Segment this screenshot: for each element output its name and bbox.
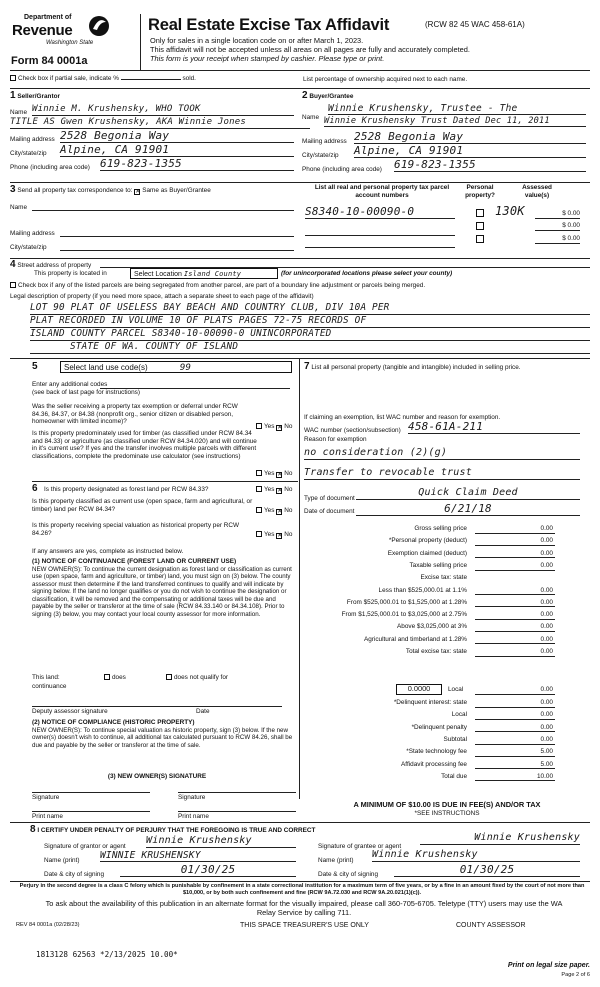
corr-mail-field[interactable]: [60, 229, 294, 237]
tax-fee-value[interactable]: 0.00: [475, 699, 555, 708]
wac-label: WAC number (section/subsection): [304, 427, 401, 434]
grantor-date[interactable]: 01/30/25: [120, 863, 296, 877]
partial-sale-checkbox[interactable]: [10, 75, 16, 81]
seller-phone-field[interactable]: 619-823-1355: [100, 157, 294, 171]
exemption-yes-checkbox[interactable]: [256, 423, 262, 429]
tax-value[interactable]: 0.00: [475, 648, 555, 657]
tax-row: [300, 623, 555, 633]
current-use-yes-checkbox[interactable]: [256, 507, 262, 513]
same-as-buyer-label: Same as Buyer/Grantee: [142, 187, 211, 194]
historic-no-checkbox[interactable]: [276, 533, 282, 539]
section-4-number: 4: [10, 259, 16, 270]
timber-question: Is this property predominately used for timber (as classified under RCW 84.34 and 84.33) or agriculture (as classified under RCW 84.34.020) and will continue in it's current use? If yes and the transfer involves multiple parcels with different classifications, complete the predominate use calculator (see instructions): [32, 430, 257, 461]
exempt-claim-label: If claiming an exemption, list WAC number and reason for exemption.: [304, 414, 501, 421]
tax-fee-label: *State technology fee: [406, 748, 467, 756]
corr-city-field[interactable]: [60, 243, 294, 251]
exemption-no-label: No: [284, 423, 293, 430]
land-use-select[interactable]: [60, 361, 292, 373]
corr-city-label: City/state/zip: [10, 244, 47, 251]
reason-label: Reason for exemption: [304, 436, 367, 443]
local-rate-value[interactable]: 0.00: [475, 686, 555, 695]
document-date-field[interactable]: 6/21/18: [356, 502, 580, 516]
tax-label: Agricultural and timberland at 1.28%: [363, 635, 467, 643]
assessed-value-3[interactable]: $ 0.00: [535, 235, 580, 244]
seller-section: [10, 90, 295, 180]
partial-sold-label: sold.: [182, 75, 196, 82]
addl-codes-note: (see back of last page for instructions): [32, 389, 140, 396]
tax-fee-row: [300, 699, 555, 709]
tax-label: Less than $525,000.01 at 1.1%: [378, 586, 467, 594]
buyer-name-label: Name: [302, 114, 320, 121]
legal-paper-note: Print on legal size paper.: [507, 962, 590, 969]
buyer-name-field[interactable]: Winnie Krushensky, Trustee - The: [328, 103, 586, 115]
tax-label: Excise tax: state: [420, 574, 467, 582]
grantee-date-label: Date & city of signing: [318, 871, 379, 878]
does-checkbox[interactable]: [104, 674, 110, 680]
tax-label: From $525,000.01 to $1,525,000 at 1.28%: [346, 598, 467, 606]
document-type-label: Type of document: [304, 495, 355, 502]
buyer-city-field[interactable]: Alpine, CA 91901: [354, 144, 586, 158]
deputy-signature-label: Deputy assessor signature: [32, 708, 108, 715]
logo-state: Washington State: [46, 40, 94, 46]
tax-fee-row: [300, 748, 555, 758]
tax-fee-value[interactable]: 0.00: [475, 711, 555, 720]
treasurer-note: THIS SPACE TREASURER'S USE ONLY: [240, 922, 369, 929]
section-8-number: 8: [30, 824, 36, 835]
does-not-option: [166, 674, 228, 682]
tax-value[interactable]: 0.00: [475, 599, 555, 608]
tax-fee-row: [300, 736, 555, 746]
tax-row: [300, 550, 555, 560]
segregated-label: Check box if any of the listed parcels are being segregated from another parcel, are part of a boundary line adjustment or parcels being merged.: [18, 282, 426, 289]
tax-label: Exemption claimed (deduct): [387, 549, 467, 557]
tax-fee-label: Total due: [441, 772, 467, 780]
forest-question: Is this property designated as forest land per RCW 84.33?: [44, 486, 209, 493]
buyer-mail-label: Mailing address: [302, 138, 347, 145]
minimum-due-note: A MINIMUM OF $10.00 IS DUE IN FEE(S) AND/OR TAX: [353, 800, 541, 809]
this-land-label: This land:: [32, 674, 60, 681]
tax-label: Above $3,025,000 at 3%: [397, 623, 467, 631]
alternate-format-note: To ask about the availability of this publication in an alternate format for the visually impaired, please call 360-705-6705. Teletype (TTY) users may use the WA Relay Service by calling 711.: [45, 899, 563, 917]
current-use-no-checkbox[interactable]: [276, 509, 282, 515]
personal-property-header: Personal property?: [465, 184, 495, 199]
logo-revenue: Revenue: [12, 22, 73, 39]
buyer-city-label: City/state/zip: [302, 152, 339, 159]
notice-2-title: (2) NOTICE OF COMPLIANCE (HISTORIC PROPERTY): [32, 719, 195, 726]
grantor-signature[interactable]: Winnie Krushensky: [146, 835, 296, 848]
tax-fee-value[interactable]: 5.00: [475, 748, 555, 757]
legal-line-1: LOT 90 PLAT OF USELESS BAY BEACH AND COUNTRY CLUB, DIV 10A PER: [30, 302, 590, 315]
if-any-yes: If any answers are yes, complete as instructed below.: [32, 548, 184, 555]
owner-print-label-1: Print name: [32, 813, 63, 820]
tax-fee-row: [300, 724, 555, 734]
tax-fee-label: *Delinquent interest: state: [393, 699, 467, 706]
land-use-select-label: Select land use code(s): [64, 363, 148, 372]
form-number: Form 84 0001a: [11, 55, 88, 67]
legal-line-4: STATE OF WA. COUNTY OF ISLAND: [30, 341, 590, 354]
reason-field-2[interactable]: Transfer to revocable trust: [304, 467, 580, 480]
cashier-stamp: 1813128 62563 *2/13/2025 10.00*: [36, 950, 178, 959]
partial-sale-row: [10, 75, 300, 83]
historic-no-label: No: [284, 531, 293, 538]
seller-name-field-2[interactable]: TITLE AS Gwen Krushensky, AKA Winnie Jones: [10, 117, 310, 129]
forest-no-label: No: [284, 486, 293, 493]
corr-name-field[interactable]: [32, 203, 294, 211]
assessed-value-1[interactable]: $ 0.00: [535, 210, 580, 219]
historic-yes-no: [256, 531, 292, 539]
grantor-name[interactable]: WINNIE KRUSHENSKY: [100, 850, 296, 862]
location-handwritten: Island County: [183, 270, 242, 278]
seller-name-label: Name: [10, 109, 28, 116]
personal-property-label: List all personal property (tangible and intangible) included in selling price.: [311, 364, 521, 371]
seller-heading: Seller/Grantor: [17, 93, 60, 100]
local-rate-label: Local: [448, 686, 464, 693]
current-use-yes-no: [256, 507, 292, 515]
tax-value[interactable]: 0.00: [475, 537, 555, 546]
notice-1-text: NEW OWNER(S): To continue the current designation as forest land or classification as current use (open space, farm and agriculture, or timber) land, you must sign on (3) below. The county assessor must then determine if the land transferred continues to qualify and will indicate by signing below. If the land no longer qualifies or you do not wish to continue the designation or classification, it will be removed and the compensating or additional taxes will be due and payable by the seller or transferor at the time of sale (RCW 84.33.140 or 84.34.108). Prior to signing (3) below, you may contact your local county assessor for more information.: [32, 566, 292, 618]
buyer-phone-field[interactable]: 619-823-1355: [394, 158, 586, 172]
tax-value[interactable]: 0.00: [475, 525, 555, 534]
forest-yes-no: [256, 486, 292, 494]
tax-value[interactable]: 0.00: [475, 611, 555, 620]
corr-name-label: Name: [10, 204, 28, 211]
grantee-date[interactable]: 01/30/25: [394, 863, 580, 877]
grantee-name-label: Name (print): [318, 857, 354, 864]
does-not-label: does not qualify for: [174, 674, 228, 681]
section-5-number: 5: [32, 361, 38, 372]
parcel-field-1[interactable]: S8340-10-00090-0: [305, 205, 455, 219]
tax-fee-label: Affidavit processing fee: [401, 760, 467, 768]
logo-dept: Department of: [24, 14, 72, 21]
tax-value[interactable]: 0.00: [475, 636, 555, 645]
legal-line-2: PLAT RECORDED IN VOLUME 10 OF PLATS PAGES 72-75 RECORDS OF: [30, 315, 590, 328]
current-use-question: Is this property classified as current use (open space, farm and agricultural, or timber) land per RCW 84.34?: [32, 498, 253, 513]
street-field[interactable]: [100, 259, 590, 268]
located-label: This property is located in: [34, 270, 107, 277]
seller-city-field[interactable]: Alpine, CA 91901: [60, 143, 294, 157]
historic-question: Is this property receiving special valuation as historical property per RCW 84.26?: [32, 522, 240, 537]
tax-value[interactable]: 0.00: [475, 562, 555, 571]
tax-row: [300, 574, 555, 584]
historic-yes-checkbox[interactable]: [256, 531, 262, 537]
header-note-1: Only for sales in a single location code on or after March 1, 2023.: [150, 36, 364, 45]
form-rcw: (RCW 82 45 WAC 458-61A): [425, 20, 525, 29]
legal-label: Legal description of property (if you need more space, attach a separate sheet to each page of the affidavit): [10, 293, 314, 300]
tax-label: *Personal property (deduct): [388, 537, 467, 545]
grantor-name-label: Name (print): [44, 857, 80, 864]
uninc-note: (for unincorporated locations please select your county): [281, 270, 453, 277]
buyer-heading: Buyer/Grantee: [309, 93, 354, 100]
personal-checkbox-1[interactable]: [476, 209, 484, 217]
personal-checkbox-2[interactable]: [476, 222, 484, 230]
street-label: Street address of property: [17, 262, 92, 269]
exemption-yes-no: [256, 423, 292, 431]
reason-field-1[interactable]: no consideration (2)(g): [304, 447, 580, 460]
seller-name-field[interactable]: Winnie M. Krushensky, WHO TOOK: [32, 104, 294, 116]
tax-label: Taxable selling price: [409, 561, 467, 569]
tax-fee-row: [300, 711, 555, 721]
buyer-phone-label: Phone (including area code): [302, 166, 382, 173]
partial-sale-label: Check box if partial sale, indicate %: [18, 75, 119, 82]
notice-3-title: (3) NEW OWNER(S) SIGNATURE: [107, 773, 207, 780]
forest-yes-checkbox[interactable]: [256, 486, 262, 492]
grantor-sig-label: Signature of grantor or agent: [44, 843, 126, 850]
county-assessor-note: COUNTY ASSESSOR: [456, 922, 526, 929]
tax-row: [300, 611, 555, 621]
does-label: does: [112, 674, 126, 681]
tax-fee-row: [300, 773, 555, 783]
does-option: [104, 674, 126, 682]
grantor-date-label: Date & city of signing: [44, 871, 105, 878]
seller-city-label: City/state/zip: [10, 150, 47, 157]
form-title: Real Estate Excise Tax Affidavit: [148, 16, 390, 34]
current-use-yes-label: Yes: [264, 507, 275, 514]
timber-yes-checkbox[interactable]: [256, 470, 262, 476]
ownership-note: List percentage of ownership acquired next to each name.: [303, 76, 468, 83]
correspondence-section: [10, 184, 300, 254]
forest-no-checkbox[interactable]: [276, 488, 282, 494]
tax-label: Gross selling price: [414, 525, 467, 532]
section-7-number: 7: [304, 361, 310, 372]
timber-no-checkbox[interactable]: [276, 472, 282, 478]
owner-signature-label-2: Signature: [178, 794, 206, 801]
tax-fee-value[interactable]: 10.00: [475, 773, 555, 782]
legal-description-field[interactable]: [30, 302, 590, 356]
tax-fee-label: Local: [451, 711, 467, 719]
correspondence-label: Send all property tax correspondence to:: [17, 187, 133, 194]
seller-mail-field[interactable]: 2528 Begonia Way: [60, 129, 294, 143]
tax-row: [300, 636, 555, 646]
tax-row: [300, 587, 555, 597]
exemption-question: Was the seller receiving a property tax exemption or deferral under RCW 84.36, 84.37, or 84.38 (nonprofit org., senior citizen or disabled person, homeowner with limited income)?: [32, 403, 238, 426]
deputy-date-label: Date: [196, 708, 210, 715]
logo: [10, 14, 135, 56]
segregated-checkbox[interactable]: [10, 282, 16, 288]
addl-codes-label: Enter any additional codes: [32, 381, 108, 388]
header-note-2: This affidavit will not be accepted unless all areas on all pages are fully and accurately completed.: [150, 45, 470, 54]
tax-row: [300, 537, 555, 547]
historic-yes-label: Yes: [264, 531, 275, 538]
personal-checkbox-3[interactable]: [476, 235, 484, 243]
rev-number: REV 84 0001a (02/28/23): [16, 922, 80, 928]
continuance-label: continuance: [32, 683, 67, 690]
location-select-label: Select Location: [134, 271, 182, 278]
tax-label: From $1,525,000.01 to $3,025,000 at 2.75%: [341, 611, 467, 619]
wac-field[interactable]: 458-61A-211: [408, 420, 580, 434]
section-2-number: 2: [302, 90, 308, 101]
tax-fee-row: [300, 761, 555, 771]
logo-mark-icon: [88, 14, 110, 38]
see-instructions: *SEE INSTRUCTIONS: [414, 810, 480, 817]
assessed-value-header: Assessed value(s): [522, 184, 552, 199]
assessed-value-2[interactable]: $ 0.00: [535, 222, 580, 231]
notice-1-title: (1) NOTICE OF CONTINUANCE (FOREST LAND OR CURRENT USE): [32, 558, 237, 565]
parcel-field-2[interactable]: [305, 228, 455, 236]
tax-row: [300, 562, 555, 572]
land-use-code: 99: [179, 363, 192, 373]
seller-phone-label: Phone (including area code): [10, 164, 90, 171]
certify-label: I CERTIFY UNDER PENALTY OF PERJURY THAT THE FOREGOING IS TRUE AND CORRECT: [37, 827, 316, 834]
segregated-row: [10, 282, 590, 290]
assessed-handwritten: 130K: [495, 204, 525, 218]
notice-2-text: NEW OWNER(S): To continue special valuation as historic property, sign (3) below. If the new owner(s) doesn't wish to continue, all additional tax calculated pursuant to RCW 84.26, shall be due and payable by the seller or transferor at the time of sale.: [32, 727, 293, 749]
tax-label: Total excise tax: state: [405, 648, 467, 655]
buyer-mail-field[interactable]: 2528 Begonia Way: [354, 130, 586, 144]
forest-yes-label: Yes: [264, 486, 275, 493]
grantee-name[interactable]: Winnie Krushensky: [372, 849, 580, 862]
local-rate-field[interactable]: 0.0000: [396, 684, 442, 695]
legal-line-3: ISLAND COUNTY PARCEL S8340-10-00090-0 UNINCORPORATED: [30, 328, 590, 341]
timber-no-label: No: [284, 470, 293, 477]
addl-codes-field[interactable]: [100, 381, 290, 389]
tax-row: [300, 648, 555, 658]
tax-value[interactable]: 0.00: [475, 587, 555, 596]
buyer-section: [302, 90, 590, 180]
section-1-number: 1: [10, 90, 16, 101]
timber-yes-label: Yes: [264, 470, 275, 477]
tax-fee-value[interactable]: 0.00: [475, 724, 555, 733]
tax-value[interactable]: 0.00: [475, 550, 555, 559]
owner-print-label-2: Print name: [178, 813, 209, 820]
grantee-signature[interactable]: Winnie Krushensky: [420, 832, 580, 845]
tax-value[interactable]: 0.00: [475, 623, 555, 632]
header-note-3: This form is your receipt when stamped by cashier. Please type or print.: [150, 54, 385, 63]
tax-fee-value[interactable]: 0.00: [475, 736, 555, 745]
parcel-field-3[interactable]: [305, 240, 455, 248]
buyer-name-field-2[interactable]: Winnie Krushensky Trust Dated Dec 11, 2011: [324, 116, 586, 127]
parcel-header: List all real and personal property tax parcel account numbers: [314, 184, 450, 199]
location-select[interactable]: [130, 268, 278, 279]
grantee-sig-label: Signature of grantee or agent: [318, 843, 402, 850]
section-6-number: 6: [32, 483, 38, 494]
current-use-no-label: No: [284, 507, 293, 514]
same-as-buyer-checkbox[interactable]: [134, 189, 140, 195]
tax-row: [300, 599, 555, 609]
document-type-field[interactable]: Quick Claim Deed: [356, 487, 580, 500]
perjury-statement: Perjury in the second degree is a class C felony which is punishable by confinement in a state correctional institution for a maximum term of five years, or by a fine in an amount fixed by the court of not more than $10,000, or by both such confinement and fine (RCW 9A.72.030 and RCW 9A.20.021(1)(c)).: [19, 883, 585, 896]
tax-row: [300, 525, 555, 535]
tax-fee-label: *Delinquent penalty: [411, 723, 467, 731]
timber-yes-no: [256, 470, 292, 478]
corr-mail-label: Mailing address: [10, 230, 55, 237]
section-3-number: 3: [10, 184, 16, 195]
section-7: [304, 361, 590, 373]
page-number: Page 2 of 6: [561, 972, 590, 978]
tax-fee-value[interactable]: 5.00: [475, 761, 555, 770]
exemption-no-checkbox[interactable]: [276, 425, 282, 431]
owner-signature-label-1: Signature: [32, 794, 60, 801]
exemption-yes-label: Yes: [264, 423, 275, 430]
tax-fee-label: Subtotal: [443, 735, 467, 743]
seller-mail-label: Mailing address: [10, 136, 55, 143]
document-date-label: Date of document: [304, 508, 355, 515]
does-not-checkbox[interactable]: [166, 674, 172, 680]
